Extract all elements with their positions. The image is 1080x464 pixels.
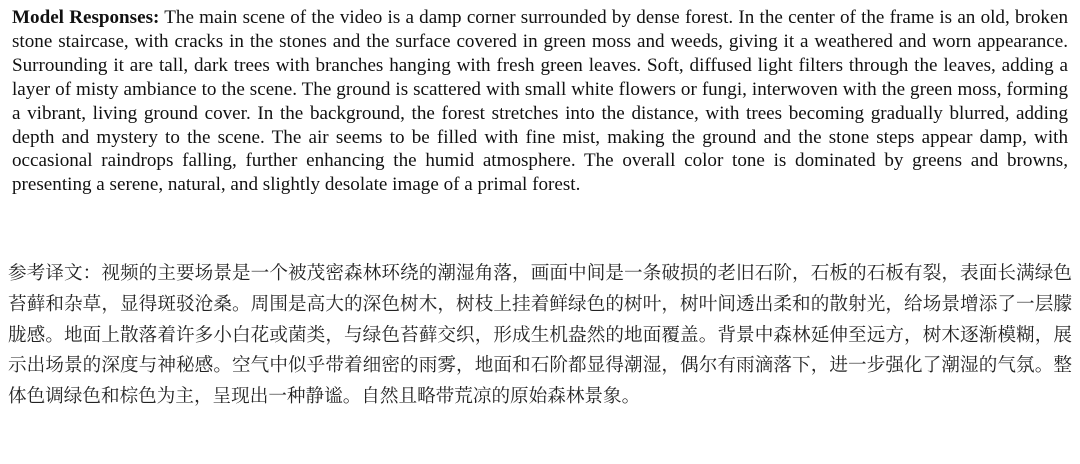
reference-translation-text: 视频的主要场景是一个被茂密森林环绕的潮湿角落，画面中间是一条破损的老旧石阶，石板的石板有裂，表面长满绿色苔藓和杂草，显得斑驳沧桑。周围是高大的深色树木，树枝上挂着鲜绿色的树叶，树叶间透出柔和的散射光，给场景增添了一层朦胧感。地面上散落着许多小白花或菌类，与绿色苔藓交织，形成生机盎然的地面覆盖。背景中森林延伸至远方，树木逐渐模糊，展示出场景的深度与神秘感。空气中似乎带着细密的雨雾，地面和石阶都显得潮湿，偶尔有雨滴落下，进一步强化了潮湿的气氛。整体色调绿色和棕色为主，呈现出一种静谧。自然且略带荒凉的原始森林景象。 <box>8 263 1072 408</box>
model-responses-paragraph <box>12 6 1068 197</box>
model-responses-text: The main scene of the video is a damp corner surrounded by dense forest. In the center of the frame is an old, broken stone staircase, with cracks in the stones and the surface covered in green moss and weeds, giving it a weathered and worn appearance. Surrounding it are tall, dark trees with branches hanging with fresh green leaves. Soft, diffused light filters through the leaves, adding a layer of misty ambiance to the scene. The ground is scattered with small white flowers or fungi, interwoven with the green moss, forming a vibrant, living ground cover. In the background, the forest stretches into the distance, with trees becoming gradually blurred, adding depth and mystery to the scene. The air seems to be filled with fine mist, making the ground and the stone steps appear damp, with occasional raindrops falling, further enhancing the humid atmosphere. The overall color tone is dominated by greens and browns, presenting a serene, natural, and slightly desolate image of a primal forest. <box>12 7 1068 196</box>
reference-translation-label: 参考译文： <box>8 263 102 284</box>
model-responses-label: Model Responses: <box>12 7 160 28</box>
reference-translation-paragraph <box>8 259 1072 413</box>
